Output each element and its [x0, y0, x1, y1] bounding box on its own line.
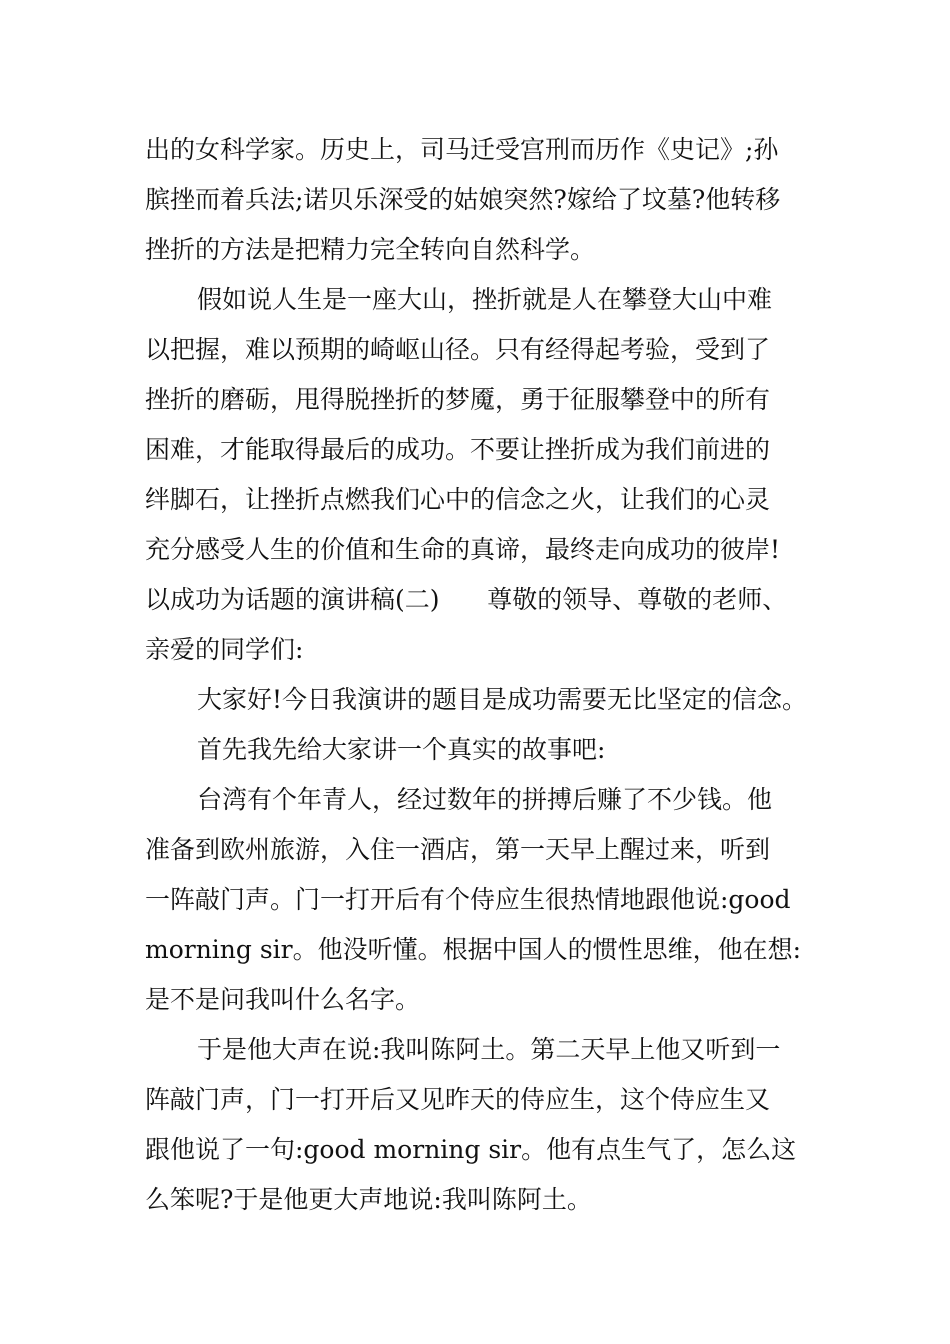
text-line: morning sir。他没听懂。根据中国人的惯性思维，他在想: — [145, 935, 802, 964]
text-line: 是不是问我叫什么名字。 — [145, 985, 421, 1014]
text-line: 出的女科学家。历史上，司马迁受宫刑而历作《史记》;孙 — [145, 135, 779, 164]
paragraph-start-line: 台湾有个年青人，经过数年的拼搏后赚了不少钱。他 — [197, 785, 773, 814]
section-heading-line: 以成功为话题的演讲稿(二) 尊敬的领导、尊敬的老师、 — [145, 585, 788, 614]
text-line: 阵敲门声，门一打开后又见昨天的侍应生，这个侍应生又 — [145, 1085, 771, 1114]
paragraph-start-line: 首先我先给大家讲一个真实的故事吧: — [197, 735, 606, 764]
text-line: 么笨呢?于是他更大声地说:我叫陈阿土。 — [145, 1185, 592, 1214]
text-line: 以把握，难以预期的崎岖山径。只有经得起考验，受到了 — [145, 335, 771, 364]
paragraph-start-line: 于是他大声在说:我叫陈阿土。第二天早上他又听到一 — [197, 1035, 781, 1064]
paragraph-start-line: 假如说人生是一座大山，挫折就是人在攀登大山中难 — [197, 285, 773, 314]
text-line: 充分感受人生的价值和生命的真谛，最终走向成功的彼岸! — [145, 535, 781, 564]
text-line: 绊脚石，让挫折点燃我们心中的信念之火，让我们的心灵 — [145, 485, 771, 514]
text-line: 跟他说了一句:good morning sir。他有点生气了，怎么这 — [145, 1135, 797, 1164]
text-line: 挫折的方法是把精力完全转向自然科学。 — [145, 235, 596, 264]
text-line: 一阵敲门声。门一打开后有个侍应生很热情地跟他说:good — [145, 885, 791, 914]
paragraph-start-line: 大家好!今日我演讲的题目是成功需要无比坚定的信念。 — [197, 685, 808, 714]
text-line: 膑挫而着兵法;诺贝乐深受的姑娘突然?嫁给了坟墓?他转移 — [145, 185, 781, 214]
text-line: 准备到欧州旅游，入住一酒店，第一天早上醒过来，听到 — [145, 835, 771, 864]
text-line: 挫折的磨砺，甩得脱挫折的梦魇，勇于征服攀登中的所有 — [145, 385, 771, 414]
text-line: 困难，才能取得最后的成功。不要让挫折成为我们前进的 — [145, 435, 771, 464]
text-line: 亲爱的同学们: — [145, 635, 304, 664]
